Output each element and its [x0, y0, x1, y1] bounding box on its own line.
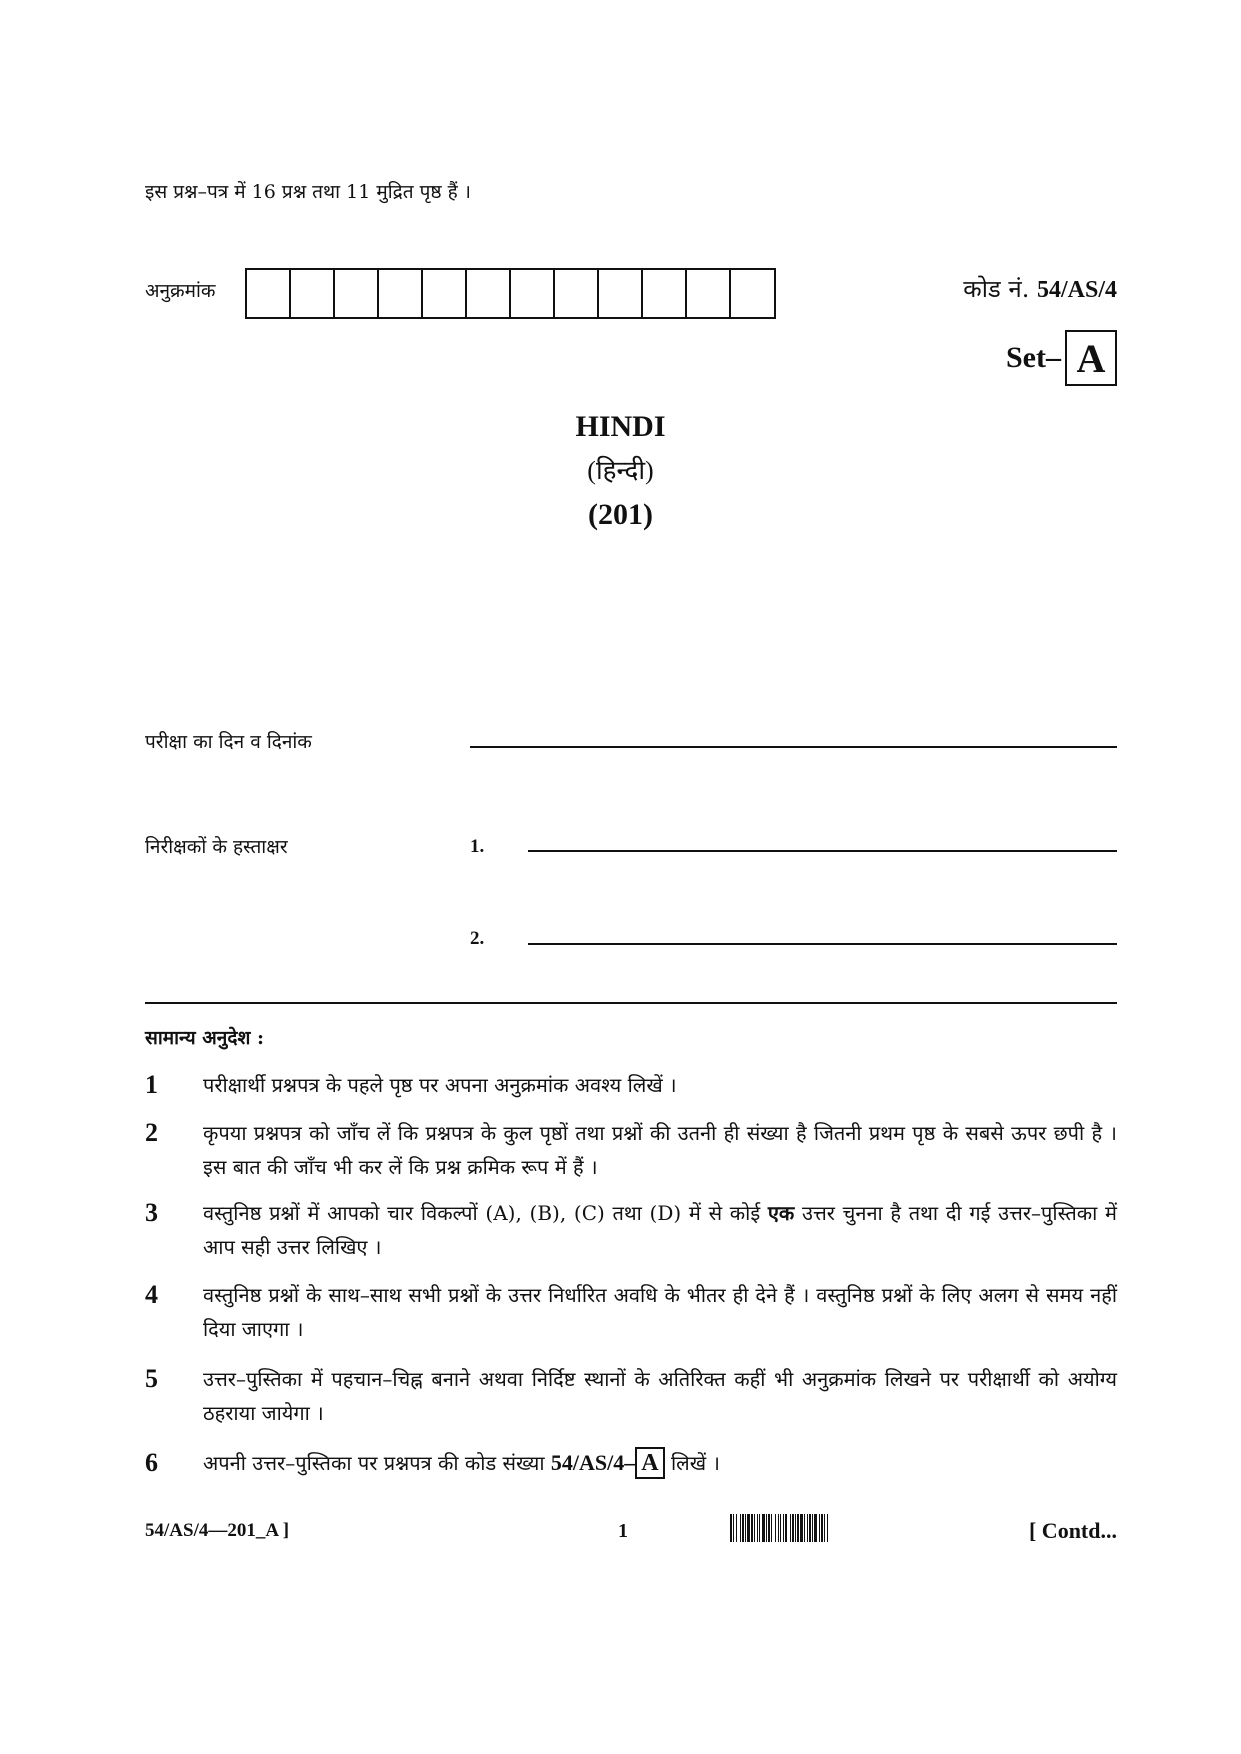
instruction-number: 4 [145, 1280, 158, 1309]
instruction-item [145, 1278, 1117, 1346]
roll-number-cell[interactable] [423, 270, 467, 317]
roll-number-cell[interactable] [291, 270, 335, 317]
instruction-item [145, 1068, 1117, 1102]
roll-number-grid[interactable] [245, 268, 776, 319]
roll-number-cell[interactable] [555, 270, 599, 317]
instruction-text: वस्तुनिष्ठ प्रश्नों के साथ–साथ सभी प्रश्नों के उत्तर निर्धारित अवधि के भीतर ही देने हैं । वस्तुनिष्ठ प्रश्नों के लिए अलग से समय नहीं दिया जाएगा । [203, 1283, 1117, 1341]
subject-hindi: (हिन्दी) [587, 456, 654, 485]
barcode-bar [828, 1514, 831, 1542]
signature-1-number: 1. [470, 836, 485, 857]
barcode-icon [730, 1514, 980, 1542]
page-number: 1 [618, 1520, 628, 1542]
set-label: Set– [1006, 341, 1061, 374]
roll-number-cell[interactable] [335, 270, 379, 317]
instruction-text-part: लिखें । [664, 1451, 720, 1475]
answer-code: 54/AS/4– [550, 1450, 636, 1475]
instruction-item [145, 1362, 1117, 1430]
invigilator-signature-label: निरीक्षकों के हस्ताक्षर [145, 836, 288, 858]
section-divider [145, 1002, 1117, 1004]
set-indicator [1006, 330, 1117, 386]
subject-heading [0, 405, 1241, 537]
subject-code: (201) [588, 498, 653, 531]
roll-number-cell[interactable] [467, 270, 511, 317]
page-count-note: इस प्रश्न–पत्र में 16 प्रश्न तथा 11 मुद्रित पृष्ठ हैं । [145, 181, 471, 203]
signature-2-line[interactable] [528, 943, 1117, 945]
instruction-number: 3 [145, 1198, 158, 1227]
set-box: A [1065, 330, 1117, 386]
instruction-text: परीक्षार्थी प्रश्नपत्र के पहले पृष्ठ पर अपना अनुक्रमांक अवश्य लिखें । [203, 1073, 677, 1097]
roll-number-cell[interactable] [599, 270, 643, 317]
instruction-text: उत्तर–पुस्तिका में पहचान–चिह्न बनाने अथवा निर्दिष्ट स्थानों के अतिरिक्त कहीं भी अनुक्रमांक लिखने पर परीक्षार्थी को अयोग्य ठहराया जायेगा । [203, 1367, 1117, 1425]
signature-2-number: 2. [470, 928, 485, 949]
roll-number-cell[interactable] [643, 270, 687, 317]
instruction-text [203, 1196, 1117, 1264]
instruction-text-part: अपनी उत्तर–पुस्तिका पर प्रश्नपत्र की कोड संख्या [203, 1451, 551, 1475]
continued-label: [ Contd... [1028, 1518, 1117, 1543]
signature-1-line[interactable] [528, 850, 1117, 852]
instruction-item [145, 1446, 1117, 1480]
roll-number-cell[interactable] [379, 270, 423, 317]
roll-number-cell[interactable] [247, 270, 291, 317]
exam-date-line[interactable] [470, 746, 1117, 748]
instruction-text: कृपया प्रश्नपत्र को जाँच लें कि प्रश्नपत्र के कुल पृष्ठों तथा प्रश्नों की उतनी ही संख्या है जितनी प्रथम पृष्ठ के सबसे ऊपर छपी है । इस बात की जाँच भी कर लें कि प्रश्न क्रमिक रूप में हैं । [203, 1121, 1117, 1179]
set-box-inline: A [635, 1447, 664, 1479]
instruction-number: 1 [145, 1070, 158, 1099]
roll-number-cell[interactable] [511, 270, 555, 317]
code-value: 54/AS/4 [1036, 277, 1117, 303]
instruction-number: 2 [145, 1118, 158, 1147]
subject-english: HINDI [575, 410, 666, 443]
paper-code [963, 272, 1117, 305]
instructions-title: सामान्य अनुदेश : [145, 1027, 264, 1049]
code-prefix: कोड नं. [963, 275, 1030, 303]
exam-date-label: परीक्षा का दिन व दिनांक [145, 731, 312, 753]
instruction-number: 5 [145, 1364, 158, 1393]
instruction-text-part: उत्तर चुनना है तथा दी गई उत्तर–पुस्तिका में आप सही उत्तर लिखिए । [203, 1201, 1117, 1259]
instruction-text [203, 1446, 1117, 1480]
footer-code: 54/AS/4—201_A ] [145, 1520, 290, 1541]
instruction-emphasis: एक [767, 1201, 795, 1225]
roll-number-label: अनुक्रमांक [145, 280, 216, 302]
instruction-text-part: वस्तुनिष्ठ प्रश्नों में आपको चार विकल्पों (A), (B), (C) तथा (D) में से कोई [203, 1201, 768, 1225]
roll-number-cell[interactable] [731, 270, 774, 317]
instruction-number: 6 [145, 1448, 158, 1477]
instruction-item [145, 1116, 1117, 1184]
roll-number-cell[interactable] [687, 270, 731, 317]
instruction-item [145, 1196, 1117, 1264]
